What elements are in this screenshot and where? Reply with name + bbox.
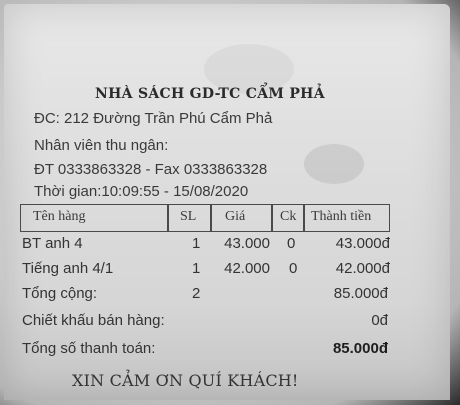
payment-label: Tổng số thanh toán: xyxy=(22,340,156,357)
row-qty: 1 xyxy=(192,260,201,277)
total-label: Tổng cộng: xyxy=(22,285,98,302)
table-header xyxy=(20,204,390,232)
address: ĐC: 212 Đường Trần Phú Cẩm Phả xyxy=(34,110,273,127)
paper-stain xyxy=(304,144,364,184)
discount-label: Chiết khấu bán hàng: xyxy=(22,312,165,329)
header-amount: Thành tiền xyxy=(311,209,372,224)
row-discount: 0 xyxy=(289,260,298,277)
row-discount: 0 xyxy=(287,235,296,252)
column-divider xyxy=(303,205,305,231)
row-price: 42.000 xyxy=(224,260,270,277)
row-amount: 43.000đ xyxy=(335,235,390,252)
phone-fax: ĐT 0333863328 - Fax 0333863328 xyxy=(34,161,268,178)
row-price: 43.000 xyxy=(224,235,270,252)
row-qty: 1 xyxy=(192,235,201,252)
header-price: Giá xyxy=(225,209,246,224)
header-name: Tên hàng xyxy=(33,209,86,224)
payment-value: 85.000đ xyxy=(332,340,388,357)
total-qty: 2 xyxy=(192,285,201,302)
column-divider xyxy=(167,205,169,231)
discount-value: 0đ xyxy=(371,312,388,329)
row-amount: 42.000đ xyxy=(335,260,390,277)
date-time: Thời gian:10:09:55 - 15/08/2020 xyxy=(34,183,249,200)
cashier-label: Nhân viên thu ngân: xyxy=(34,137,169,154)
header-discount: Ck xyxy=(280,209,297,224)
column-divider xyxy=(271,205,273,231)
row-name: BT anh 4 xyxy=(22,235,83,252)
row-name: Tiếng anh 4/1 xyxy=(22,260,114,277)
thank-you-message: XIN CẢM ƠN QUÍ KHÁCH! xyxy=(72,371,299,390)
column-divider xyxy=(210,205,212,231)
shop-name: NHÀ SÁCH GD-TC CẨM PHẢ xyxy=(95,86,325,102)
total-amount: 85.000đ xyxy=(333,285,388,302)
header-qty: SL xyxy=(180,209,197,224)
